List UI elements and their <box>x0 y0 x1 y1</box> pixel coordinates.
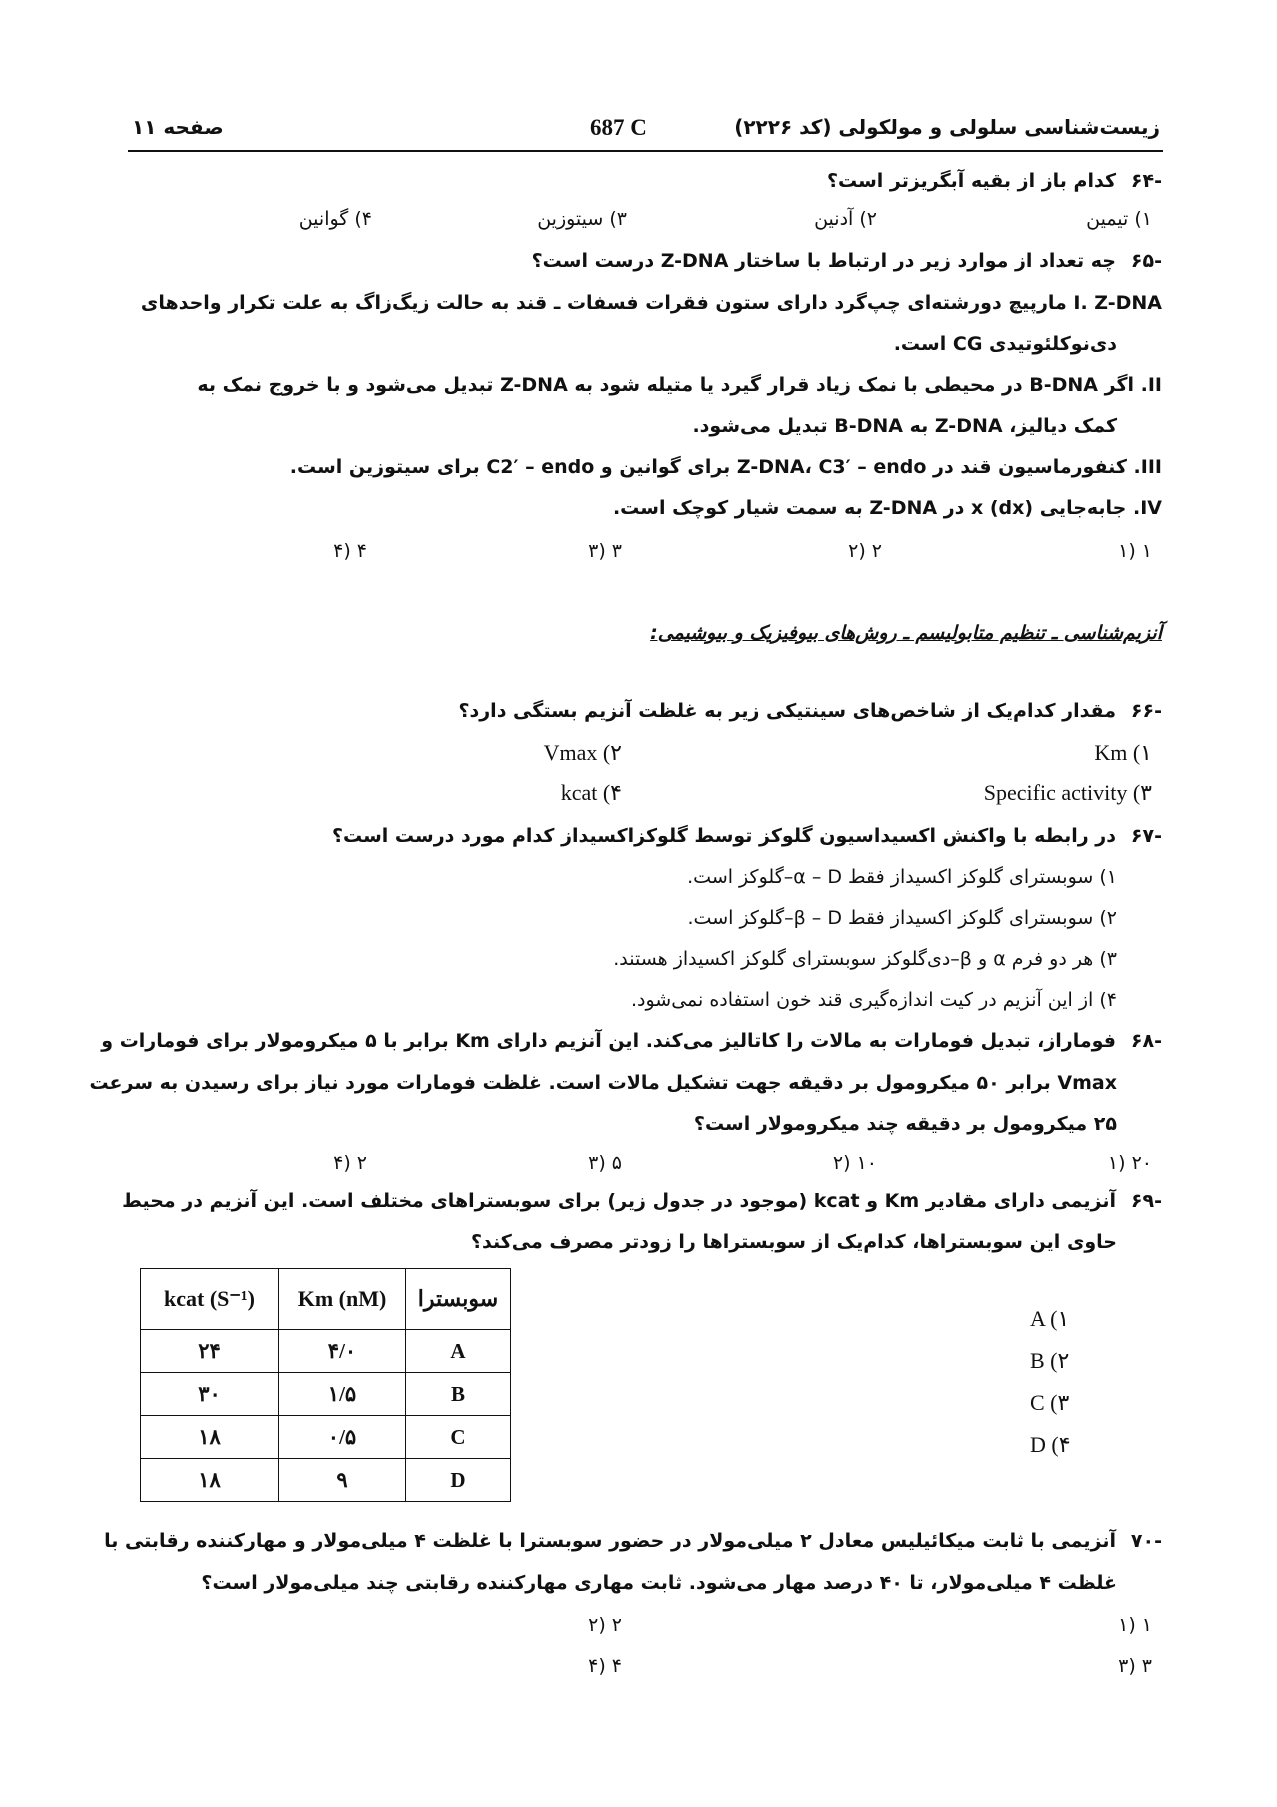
table-cell-km: ۰/۵ <box>279 1416 406 1459</box>
q64-option-3[interactable]: ۳) سیتوزین <box>537 208 627 230</box>
course-title: زیست‌شناسی سلولی و مولکولی (کد ۲۲۲۶) <box>734 115 1160 139</box>
table-header-kcat: kcat (S⁻¹) <box>141 1269 279 1330</box>
q64-option-1[interactable]: ۱) تیمین <box>1086 208 1152 230</box>
q68-text-line3: ۲۵ میکرومول بر دقیقه چند میکرومولار است؟ <box>693 1113 1117 1135</box>
question-68 <box>101 1030 1162 1052</box>
question-67 <box>125 825 1162 847</box>
q65-statement-ii-line2: کمک دیالیز، Z-DNA به B-DNA تبدیل می‌شود. <box>692 415 1117 437</box>
q69-option-1[interactable]: A (۱ <box>1030 1306 1070 1331</box>
section-title: آنزیم‌شناسی ـ تنظیم متابولیسم ـ روش‌های بیوفیزیک و بیوشیمی: <box>650 622 1162 644</box>
table-header-row <box>141 1269 511 1330</box>
q68-option-2[interactable]: ۱۰ (۲ <box>832 1152 877 1174</box>
table-cell-substrate: D <box>406 1459 511 1502</box>
question-65 <box>125 250 1162 272</box>
question-text-line1: آنزیمی با ثابت میکائیلیس معادل ۲ میلی‌مولار در حضور سوبسترا با غلظت ۴ میلی‌مولار و مهارکننده رقابتی با <box>104 1530 1116 1552</box>
table-cell-substrate: B <box>406 1373 511 1416</box>
table-row <box>141 1373 511 1416</box>
q67-option-2[interactable]: ۲) سوبسترای گلوکز اکسیداز فقط β – D–گلوکز است. <box>687 907 1117 929</box>
q65-statement-i-line1: I. Z-DNA مارپیچ دورشته‌ای چپ‌گرد دارای ستون فقرات فسفات ـ قند به حالت زیگ‌زاگ به علت تکرار واحدهای <box>140 292 1162 314</box>
table-row <box>141 1416 511 1459</box>
q66-option-3[interactable]: Specific activity (۳ <box>983 780 1152 805</box>
q64-option-4[interactable]: ۴) گوانین <box>298 208 372 230</box>
q64-option-2[interactable]: ۲) آدنین <box>814 208 877 230</box>
table-row <box>141 1459 511 1502</box>
question-70 <box>104 1530 1162 1552</box>
table-header-substrate: سوبسترا <box>406 1269 511 1330</box>
question-64 <box>125 170 1162 192</box>
q70-option-1[interactable]: ۱ (۱ <box>1118 1614 1152 1636</box>
table-row <box>141 1330 511 1373</box>
q67-option-1[interactable]: ۱) سوبسترای گلوکز اکسیداز فقط α – D–گلوکز است. <box>687 866 1117 888</box>
question-number: -۷۰ <box>1130 1530 1162 1552</box>
question-text: کدام باز از بقیه آبگریزتر است؟ <box>826 170 1116 192</box>
table-cell-km: ۱/۵ <box>279 1373 406 1416</box>
table-cell-km: ۹ <box>279 1459 406 1502</box>
q65-option-1[interactable]: ۱ (۱ <box>1118 540 1152 562</box>
q65-option-3[interactable]: ۳ (۳ <box>588 540 622 562</box>
question-text: چه تعداد از موارد زیر در ارتباط با ساختار Z-DNA درست است؟ <box>531 250 1116 272</box>
question-66 <box>125 700 1162 722</box>
q69-text-line2: حاوی این سوبستراها، کدام‌یک از سوبستراها را زودتر مصرف می‌کند؟ <box>470 1231 1117 1253</box>
question-69 <box>122 1190 1162 1212</box>
table-cell-kcat: ۱۸ <box>141 1459 279 1502</box>
q65-option-4[interactable]: ۴ (۴ <box>333 540 367 562</box>
q70-option-4[interactable]: ۴ (۴ <box>588 1655 622 1677</box>
table-header-km: Km (nM) <box>279 1269 406 1330</box>
question-text: مقدار کدام‌یک از شاخص‌های سینتیکی زیر به غلظت آنزیم بستگی دارد؟ <box>458 700 1116 722</box>
header-rule <box>128 150 1163 152</box>
table-cell-substrate: C <box>406 1416 511 1459</box>
q66-option-2[interactable]: Vmax (۲ <box>543 740 622 765</box>
table-cell-kcat: ۱۸ <box>141 1416 279 1459</box>
q69-option-4[interactable]: D (۴ <box>1030 1432 1071 1457</box>
table-cell-km: ۴/۰ <box>279 1330 406 1373</box>
page-number: صفحه ۱۱ <box>132 115 224 139</box>
q65-statement-ii-line1: II. اگر B-DNA در محیطی با نمک زیاد قرار گیرد یا متیله شود به Z-DNA تبدیل می‌شود و با خروج نمک به <box>197 374 1162 396</box>
q70-text-line2: غلظت ۴ میلی‌مولار، تا ۴۰ درصد مهار می‌شود. ثابت مهاری مهارکننده رقابتی چند میلی‌مولار است؟ <box>201 1572 1117 1594</box>
table-cell-kcat: ۳۰ <box>141 1373 279 1416</box>
q70-option-2[interactable]: ۲ (۲ <box>588 1614 622 1636</box>
question-number: -۶۵ <box>1130 250 1162 272</box>
q66-option-1[interactable]: Km (۱ <box>1094 740 1152 765</box>
q69-option-2[interactable]: B (۲ <box>1030 1348 1070 1373</box>
question-number: -۶۸ <box>1130 1030 1162 1052</box>
question-number: -۶۴ <box>1130 170 1162 192</box>
q65-statement-i-line2: دی‌نوکلئوتیدی CG است. <box>893 333 1117 355</box>
table-cell-kcat: ۲۴ <box>141 1330 279 1373</box>
question-text: در رابطه با واکنش اکسیداسیون گلوکز توسط گلوکزاکسیداز کدام مورد درست است؟ <box>331 825 1116 847</box>
q68-text-line2: Vmax برابر ۵۰ میکرومول بر دقیقه جهت تشکیل مالات است. غلظت فومارات مورد نیاز برای رسیدن به سرعت <box>89 1072 1117 1094</box>
q68-option-3[interactable]: ۵ (۳ <box>588 1152 622 1174</box>
q65-option-2[interactable]: ۲ (۲ <box>848 540 882 562</box>
q66-option-4[interactable]: kcat (۴ <box>560 780 622 805</box>
q68-option-1[interactable]: ۲۰ (۱ <box>1107 1152 1152 1174</box>
q70-option-3[interactable]: ۳ (۳ <box>1118 1655 1152 1677</box>
table-cell-substrate: A <box>406 1330 511 1373</box>
q67-option-4[interactable]: ۴) از این آنزیم در کیت اندازه‌گیری قند خون استفاده نمی‌شود. <box>630 989 1117 1011</box>
q65-statement-iv: IV. جابه‌جایی x (dx) در Z-DNA به سمت شیار کوچک است. <box>612 497 1162 519</box>
question-text-line1: فوماراز، تبدیل فومارات به مالات را کاتالیز می‌کند. این آنزیم دارای Km برابر با ۵ میکرومولار برای فومارات و <box>101 1030 1116 1052</box>
q67-option-3[interactable]: ۳) هر دو فرم α و β–دی‌گلوکز سوبسترای گلوکز اکسیداز هستند. <box>613 948 1117 970</box>
question-number: -۶۶ <box>1130 700 1162 722</box>
question-number: -۶۷ <box>1130 825 1162 847</box>
q68-option-4[interactable]: ۲ (۴ <box>333 1152 367 1174</box>
booklet-code: 687 C <box>590 115 647 140</box>
q65-statement-iii: III. کنفورماسیون قند در Z-DNA، C3′ – endo برای گوانین و C2′ – endo برای سیتوزین است. <box>289 456 1162 478</box>
question-text-line1: آنزیمی دارای مقادیر Km و kcat (موجود در جدول زیر) برای سوبستراهای مختلف است. این آنزیم در محیط <box>122 1190 1116 1212</box>
q69-option-3[interactable]: C (۳ <box>1030 1390 1070 1415</box>
question-number: -۶۹ <box>1130 1190 1162 1212</box>
kinetics-table <box>140 1268 511 1502</box>
